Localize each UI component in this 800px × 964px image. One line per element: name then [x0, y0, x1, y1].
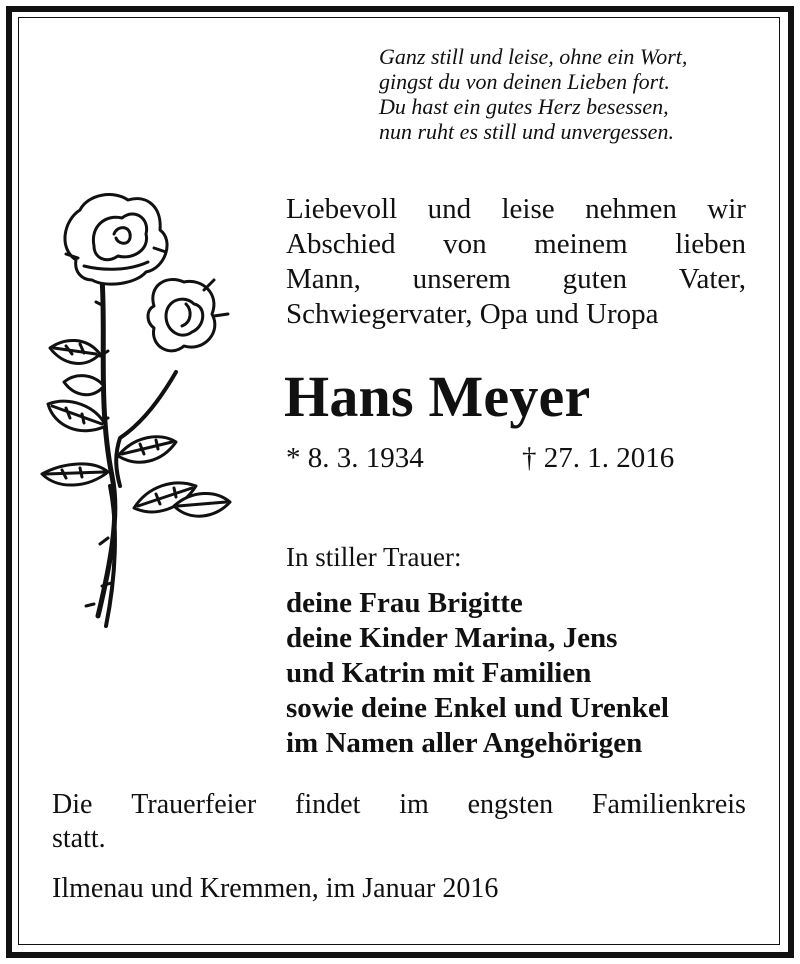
intro-line — [286, 192, 746, 227]
life-dates — [286, 440, 675, 476]
poem — [379, 44, 759, 144]
intro-text — [286, 192, 746, 332]
ceremony-word: engsten — [467, 789, 554, 820]
mourner-line: sowie deine Enkel und Urenkel — [286, 692, 669, 724]
intro-word: Vater, — [678, 263, 746, 295]
ceremony-word: findet — [295, 789, 361, 820]
deceased-name: Hans Meyer — [284, 364, 591, 429]
place-date-line: Ilmenau und Kremmen, im Januar 2016 — [52, 873, 499, 904]
intro-word: lieben — [675, 228, 746, 260]
ceremony-line: statt. — [52, 823, 106, 854]
death-date: † 27. 1. 2016 — [522, 442, 675, 474]
intro-word: Schwiegervater, Opa und Uropa — [286, 298, 659, 330]
rose-icon — [36, 186, 236, 636]
mourner-line: deine Kinder Marina, Jens — [286, 622, 618, 654]
ceremony-word: im — [399, 789, 429, 820]
intro-word: meinem — [534, 228, 628, 260]
birth-date: * 8. 3. 1934 — [286, 442, 424, 474]
mourner-line: deine Frau Brigitte — [286, 587, 523, 619]
intro-word: guten — [562, 263, 628, 295]
ceremony-word: Die — [52, 789, 93, 820]
intro-word: Mann, — [286, 263, 361, 295]
ceremony-word: Familienkreis — [591, 789, 746, 820]
poem-line: Ganz still und leise, ohne ein Wort, — [379, 44, 688, 69]
mourner-line: und Katrin mit Familien — [286, 657, 592, 689]
poem-line: nun ruht es still und unvergessen. — [379, 119, 674, 144]
intro-line — [286, 297, 746, 332]
intro-word: Abschied — [286, 228, 396, 260]
ceremony-word: Trauerfeier — [131, 789, 257, 820]
ceremony-note — [52, 788, 746, 856]
intro-word: von — [443, 228, 487, 260]
intro-word: wir — [707, 193, 746, 225]
intro-line — [286, 227, 746, 262]
intro-word: unserem — [412, 263, 511, 295]
poem-line: Du hast ein gutes Herz besessen, — [379, 94, 669, 119]
mourners-list — [286, 586, 756, 761]
intro-word: leise — [501, 193, 555, 225]
ceremony-line — [52, 788, 746, 822]
poem-line: gingst du von deinen Lieben fort. — [379, 69, 670, 94]
intro-word: nehmen — [585, 193, 677, 225]
intro-word: und — [427, 193, 472, 225]
intro-word: Liebevoll — [286, 193, 398, 225]
intro-line — [286, 262, 746, 297]
mourner-line: im Namen aller Angehörigen — [286, 727, 643, 759]
mourners-heading: In stiller Trauer: — [286, 542, 462, 572]
